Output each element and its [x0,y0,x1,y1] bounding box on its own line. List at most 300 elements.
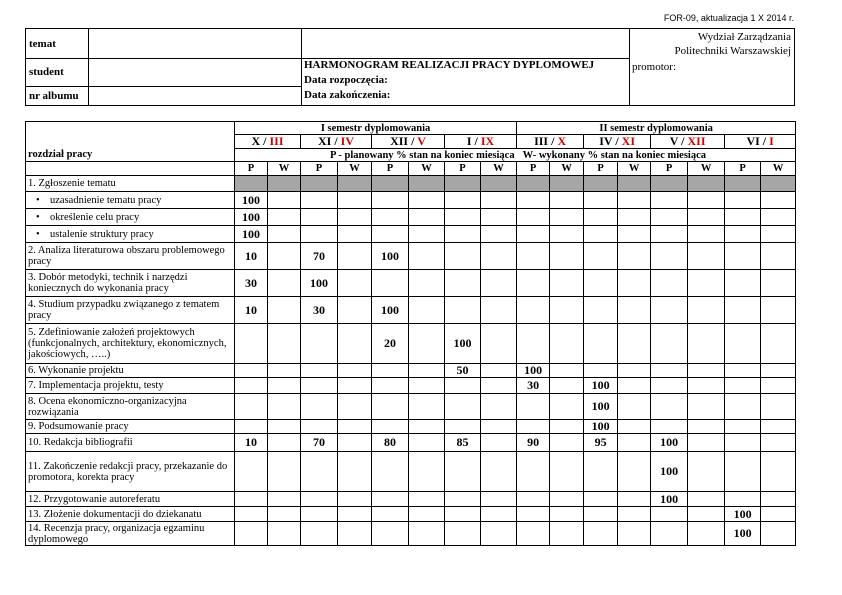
done-cell[interactable] [409,507,445,522]
planned-cell[interactable] [235,324,268,364]
done-cell[interactable] [481,394,517,420]
planned-cell[interactable]: 30 [235,270,268,297]
done-cell[interactable] [761,452,796,492]
planned-cell[interactable] [651,364,688,378]
planned-cell[interactable]: 70 [301,434,338,452]
planned-cell[interactable] [584,522,618,546]
planned-cell[interactable] [235,378,268,394]
done-cell[interactable] [688,192,725,209]
done-cell[interactable] [481,192,517,209]
planned-cell[interactable] [445,420,481,434]
done-cell[interactable] [618,364,651,378]
done-cell[interactable] [618,434,651,452]
done-cell[interactable] [409,243,445,270]
done-cell[interactable] [761,270,796,297]
planned-cell[interactable] [372,522,409,546]
done-cell[interactable] [268,324,301,364]
planned-cell[interactable] [372,452,409,492]
planned-cell[interactable] [584,176,618,192]
done-cell[interactable] [268,522,301,546]
planned-cell[interactable] [725,243,761,270]
planned-cell[interactable]: 10 [235,434,268,452]
planned-cell[interactable]: 100 [584,420,618,434]
planned-cell[interactable] [301,522,338,546]
planned-cell[interactable] [372,507,409,522]
done-cell[interactable] [688,364,725,378]
done-cell[interactable] [338,507,372,522]
month-label: XI / [317,134,341,148]
planned-cell[interactable] [372,394,409,420]
done-cell[interactable] [761,297,796,324]
legend-done: W- wykonany % stan na koniec miesiąca [517,149,796,162]
planned-cell[interactable] [651,192,688,209]
planned-cell[interactable] [651,522,688,546]
done-cell[interactable] [618,492,651,507]
done-cell[interactable] [409,420,445,434]
planned-cell[interactable] [235,394,268,420]
planned-cell[interactable] [372,364,409,378]
done-cell[interactable] [761,364,796,378]
planned-cell[interactable] [301,394,338,420]
done-cell[interactable] [688,378,725,394]
task-label: 7. Implementacja projektu, testy [26,378,235,394]
planned-cell[interactable]: 50 [445,364,481,378]
planned-cell[interactable] [445,492,481,507]
p-column-header: P [651,162,688,176]
done-cell[interactable] [338,378,372,394]
planned-cell[interactable] [301,192,338,209]
planned-cell[interactable] [725,364,761,378]
done-cell[interactable] [338,192,372,209]
planned-cell[interactable] [301,324,338,364]
done-cell[interactable] [268,270,301,297]
done-cell[interactable] [268,209,301,226]
done-cell[interactable] [481,243,517,270]
done-cell[interactable] [338,492,372,507]
done-cell[interactable] [338,243,372,270]
planned-cell[interactable] [372,209,409,226]
planned-cell[interactable] [725,452,761,492]
done-cell[interactable] [688,209,725,226]
done-cell[interactable] [338,297,372,324]
planned-cell[interactable] [301,209,338,226]
done-cell[interactable] [338,452,372,492]
done-cell[interactable] [481,270,517,297]
done-cell[interactable] [409,394,445,420]
planned-cell[interactable]: 10 [235,243,268,270]
planned-cell[interactable] [445,192,481,209]
done-cell[interactable] [550,176,584,192]
planned-cell[interactable] [372,492,409,507]
done-cell[interactable] [761,192,796,209]
planned-cell[interactable]: 20 [372,324,409,364]
planned-cell[interactable] [517,522,550,546]
done-cell[interactable] [268,226,301,243]
start-date-label: Data rozpoczęcia: [304,74,388,86]
planned-cell[interactable]: 100 [651,492,688,507]
planned-cell[interactable] [372,226,409,243]
planned-cell[interactable] [445,522,481,546]
planned-cell[interactable] [725,270,761,297]
done-cell[interactable] [481,226,517,243]
planned-cell[interactable] [301,364,338,378]
done-cell[interactable] [409,192,445,209]
done-cell[interactable] [550,378,584,394]
done-cell[interactable] [761,243,796,270]
planned-cell[interactable] [301,420,338,434]
month-label-alt: XI [621,134,635,148]
planned-cell[interactable] [445,507,481,522]
w-column-header: W [688,162,725,176]
planned-cell[interactable] [445,209,481,226]
done-cell[interactable] [550,364,584,378]
planned-cell[interactable] [445,378,481,394]
planned-cell[interactable]: 30 [517,378,550,394]
planned-cell[interactable] [651,394,688,420]
task-label: 10. Redakcja bibliografii [26,434,235,452]
done-cell[interactable] [481,452,517,492]
planned-cell[interactable] [584,192,618,209]
done-cell[interactable] [761,324,796,364]
blank-cell [26,162,235,176]
done-cell[interactable] [618,270,651,297]
done-cell[interactable] [550,297,584,324]
planned-cell[interactable] [725,492,761,507]
planned-cell[interactable] [372,378,409,394]
done-cell[interactable] [688,270,725,297]
done-cell[interactable] [481,522,517,546]
done-cell[interactable] [618,209,651,226]
planned-cell[interactable] [725,434,761,452]
done-cell[interactable] [268,364,301,378]
done-cell[interactable] [761,378,796,394]
done-cell[interactable] [268,394,301,420]
planned-cell[interactable] [725,378,761,394]
done-cell[interactable] [409,378,445,394]
done-cell[interactable] [409,452,445,492]
planned-cell[interactable]: 100 [235,226,268,243]
planned-cell[interactable] [301,452,338,492]
done-cell[interactable] [688,176,725,192]
done-cell[interactable] [409,209,445,226]
done-cell[interactable] [761,492,796,507]
planned-cell[interactable] [445,270,481,297]
w-column-header: W [338,162,372,176]
planned-cell[interactable] [725,420,761,434]
done-cell[interactable] [409,492,445,507]
planned-cell[interactable]: 100 [725,522,761,546]
done-cell[interactable] [409,270,445,297]
done-cell[interactable] [618,378,651,394]
done-cell[interactable] [550,492,584,507]
done-cell[interactable] [409,364,445,378]
done-cell[interactable] [618,297,651,324]
planned-cell[interactable] [651,507,688,522]
document-title: HARMONOGRAM REALIZACJI PRACY DYPLOMOWEJ [304,59,595,71]
planned-cell[interactable] [517,297,550,324]
planned-cell[interactable] [725,394,761,420]
planned-cell[interactable] [445,243,481,270]
planned-cell[interactable]: 95 [584,434,618,452]
planned-cell[interactable] [372,270,409,297]
done-cell[interactable] [761,394,796,420]
done-cell[interactable] [268,297,301,324]
done-cell[interactable] [338,176,372,192]
done-cell[interactable] [550,420,584,434]
planned-cell[interactable] [301,492,338,507]
done-cell[interactable] [618,452,651,492]
planned-cell[interactable] [584,507,618,522]
student-field[interactable] [92,61,297,83]
done-cell[interactable] [268,434,301,452]
planned-cell[interactable] [517,394,550,420]
done-cell[interactable] [338,434,372,452]
done-cell[interactable] [268,507,301,522]
planned-cell[interactable]: 100 [235,192,268,209]
planned-cell[interactable] [725,176,761,192]
planned-cell[interactable]: 100 [725,507,761,522]
planned-cell[interactable] [235,420,268,434]
done-cell[interactable] [688,324,725,364]
planned-cell[interactable] [651,270,688,297]
planned-cell[interactable] [725,192,761,209]
table-row [26,378,796,394]
planned-cell[interactable]: 100 [651,434,688,452]
done-cell[interactable] [688,243,725,270]
done-cell[interactable] [481,507,517,522]
done-cell[interactable] [618,522,651,546]
planned-cell[interactable] [372,420,409,434]
planned-cell[interactable] [584,492,618,507]
temat-field[interactable] [92,33,297,55]
done-cell[interactable] [550,270,584,297]
planned-cell[interactable] [517,324,550,364]
planned-cell[interactable] [445,226,481,243]
done-cell[interactable] [761,226,796,243]
planned-cell[interactable] [651,209,688,226]
album-field[interactable] [92,88,297,104]
done-cell[interactable] [618,507,651,522]
planned-cell[interactable]: 100 [372,243,409,270]
done-cell[interactable] [688,226,725,243]
planned-cell[interactable]: 100 [651,452,688,492]
planned-cell[interactable]: 100 [584,378,618,394]
planned-cell[interactable] [517,507,550,522]
done-cell[interactable] [550,209,584,226]
done-cell[interactable] [268,192,301,209]
planned-cell[interactable] [725,324,761,364]
planned-cell[interactable] [372,192,409,209]
done-cell[interactable] [481,209,517,226]
planned-cell[interactable] [235,492,268,507]
planned-cell[interactable] [301,176,338,192]
done-cell[interactable] [481,364,517,378]
planned-cell[interactable] [651,176,688,192]
task-label: 1. Zgłoszenie tematu [26,176,235,192]
done-cell[interactable] [550,226,584,243]
done-cell[interactable] [688,297,725,324]
table-row [26,297,796,324]
task-label: 12. Przygotowanie autoreferatu [26,492,235,507]
done-cell[interactable] [618,243,651,270]
planned-cell[interactable] [584,324,618,364]
done-cell[interactable] [550,394,584,420]
done-cell[interactable] [338,324,372,364]
planned-cell[interactable] [517,452,550,492]
done-cell[interactable] [409,297,445,324]
planned-cell[interactable] [445,394,481,420]
done-cell[interactable] [550,452,584,492]
header-box [25,28,795,106]
planned-cell[interactable]: 85 [445,434,481,452]
planned-cell[interactable] [517,226,550,243]
done-cell[interactable] [338,394,372,420]
done-cell[interactable] [409,176,445,192]
table-row [26,492,796,507]
done-cell[interactable] [481,176,517,192]
done-cell[interactable] [688,420,725,434]
task-label: 8. Ocena ekonomiczno-organizacyjna rozwiązania [26,394,235,420]
planned-cell[interactable]: 90 [517,434,550,452]
done-cell[interactable] [409,226,445,243]
planned-cell[interactable] [651,324,688,364]
done-cell[interactable] [481,378,517,394]
planned-cell[interactable] [651,243,688,270]
done-cell[interactable] [268,378,301,394]
planned-cell[interactable] [517,192,550,209]
planned-cell[interactable] [651,226,688,243]
done-cell[interactable] [409,522,445,546]
done-cell[interactable] [618,226,651,243]
done-cell[interactable] [409,434,445,452]
done-cell[interactable] [618,324,651,364]
done-cell[interactable] [481,434,517,452]
w-column-header: W [550,162,584,176]
planned-cell[interactable] [725,209,761,226]
p-column-header: P [301,162,338,176]
done-cell[interactable] [618,420,651,434]
done-cell[interactable] [688,522,725,546]
done-cell[interactable] [688,394,725,420]
done-cell[interactable] [761,507,796,522]
table-row [26,522,796,546]
planned-cell[interactable] [301,378,338,394]
month-header [517,135,584,149]
planned-cell[interactable] [445,452,481,492]
done-cell[interactable] [338,364,372,378]
done-cell[interactable] [618,176,651,192]
planned-cell[interactable] [517,420,550,434]
month-label: III / [534,134,558,148]
done-cell[interactable] [550,507,584,522]
planned-cell[interactable] [584,270,618,297]
done-cell[interactable] [688,434,725,452]
planned-cell[interactable]: 100 [372,297,409,324]
planned-cell[interactable] [301,226,338,243]
planned-cell[interactable] [235,364,268,378]
planned-cell[interactable] [584,243,618,270]
done-cell[interactable] [550,324,584,364]
done-cell[interactable] [688,507,725,522]
planned-cell[interactable] [301,507,338,522]
done-cell[interactable] [481,297,517,324]
planned-cell[interactable]: 80 [372,434,409,452]
planned-cell[interactable] [517,243,550,270]
planned-cell[interactable] [445,176,481,192]
planned-cell[interactable]: 100 [584,394,618,420]
planned-cell[interactable] [584,297,618,324]
task-label: 6. Wykonanie projektu [26,364,235,378]
planned-cell[interactable] [725,297,761,324]
planned-cell[interactable] [517,492,550,507]
done-cell[interactable] [688,452,725,492]
done-cell[interactable] [761,434,796,452]
planned-cell[interactable] [584,209,618,226]
done-cell[interactable] [550,522,584,546]
planned-cell[interactable] [235,522,268,546]
done-cell[interactable] [268,492,301,507]
planned-cell[interactable] [517,270,550,297]
done-cell[interactable] [481,420,517,434]
done-cell[interactable] [618,394,651,420]
planned-cell[interactable] [651,297,688,324]
done-cell[interactable] [268,420,301,434]
planned-cell[interactable]: 10 [235,297,268,324]
done-cell[interactable] [550,434,584,452]
planned-cell[interactable] [517,209,550,226]
done-cell[interactable] [338,270,372,297]
planned-cell[interactable]: 100 [517,364,550,378]
done-cell[interactable] [761,176,796,192]
done-cell[interactable] [761,420,796,434]
done-cell[interactable] [481,492,517,507]
planned-cell[interactable]: 30 [301,297,338,324]
planned-cell[interactable]: 100 [301,270,338,297]
done-cell[interactable] [268,243,301,270]
planned-cell[interactable]: 100 [235,209,268,226]
planned-cell[interactable] [517,176,550,192]
planned-cell[interactable] [584,364,618,378]
done-cell[interactable] [688,492,725,507]
planned-cell[interactable]: 100 [445,324,481,364]
p-column-header: P [584,162,618,176]
planned-cell[interactable] [235,452,268,492]
planned-cell[interactable] [584,452,618,492]
done-cell[interactable] [550,243,584,270]
done-cell[interactable] [338,420,372,434]
planned-cell[interactable] [725,226,761,243]
done-cell[interactable] [409,324,445,364]
planned-cell[interactable] [651,420,688,434]
planned-cell[interactable] [235,507,268,522]
done-cell[interactable] [338,522,372,546]
done-cell[interactable] [550,192,584,209]
planned-cell[interactable] [445,297,481,324]
done-cell[interactable] [761,522,796,546]
done-cell[interactable] [761,209,796,226]
planned-cell[interactable] [235,176,268,192]
done-cell[interactable] [618,192,651,209]
done-cell[interactable] [268,176,301,192]
done-cell[interactable] [481,324,517,364]
done-cell[interactable] [338,226,372,243]
done-cell[interactable] [338,209,372,226]
planned-cell[interactable]: 70 [301,243,338,270]
planned-cell[interactable] [372,176,409,192]
planned-cell[interactable] [584,226,618,243]
done-cell[interactable] [268,452,301,492]
planned-cell[interactable] [651,378,688,394]
